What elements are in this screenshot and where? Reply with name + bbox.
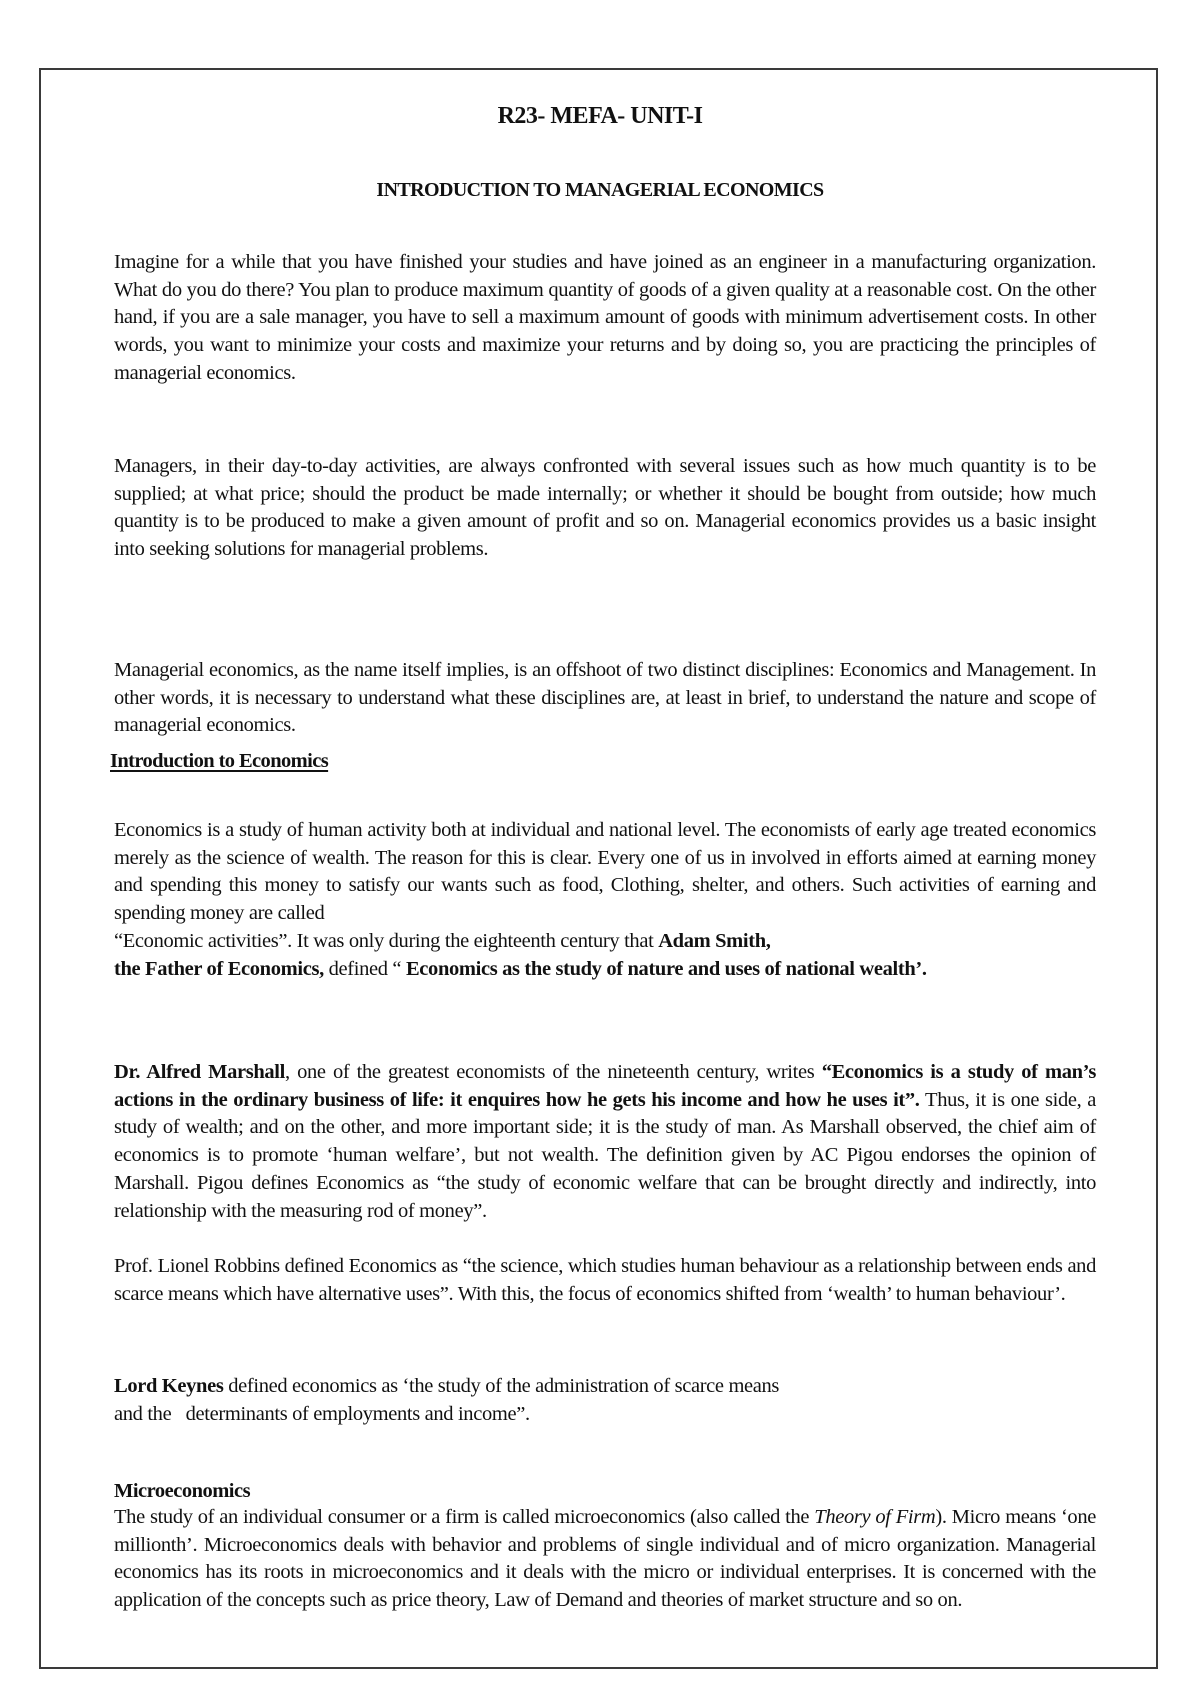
heading-microeconomics: Microeconomics — [114, 1480, 251, 1502]
marshall-pigou-text: Thus, it is one side, a study of wealth; and on the other, and more important side; it is the study of man. As Marshall observed, the chief aim of economics is to promote ‘human welfare’, but not wealth. The definition given by AC Pigou endorses the opinion of Marshall. Pigou defines Economics as “the study of economic welfare that can be brought directly and indirectly, into relationship with the measuring rod of money”. — [114, 1088, 1097, 1222]
heading-introduction-to-economics: Introduction to Economics — [110, 750, 329, 772]
keynes-text-1: defined economics as ‘the study of the administration of scarce means — [223, 1375, 780, 1397]
theory-of-firm-term: Theory of Firm — [814, 1506, 936, 1528]
paragraph-microeconomics — [114, 1504, 1096, 1615]
marshall-intro-text: , one of the greatest economists of the nineteenth century, writes — [285, 1061, 822, 1083]
paragraph-marshall-definition — [114, 1059, 1096, 1225]
marshall-definition-quote: “Economics is a study of man’s actions in the ordinary business of life: it enquires how he gets his income and how he uses it”. — [114, 1061, 1096, 1111]
adam-smith-name: Adam Smith, — [658, 929, 771, 952]
microeconomics-text-1: The study of an individual consumer or a firm is called microeconomics (also called the — [114, 1506, 815, 1528]
paragraph-economics-study — [114, 817, 1096, 983]
paragraph-offshoot-disciplines: Managerial economics, as the name itself implies, is an offshoot of two distinct disciplines: Economics and Management. In other words, it is necessary to understand what these disciplines are, at least in brief, to understand the nature and scope of managerial economics. — [114, 659, 1096, 737]
marshall-name: Dr. Alfred Marshall — [114, 1061, 285, 1083]
keynes-name: Lord Keynes — [114, 1375, 224, 1397]
microeconomics-text-2: ). Micro means ‘one millionth’. Microeconomics deals with behavior and problems of single individual and of micro organization. Managerial economics has its roots in microeconomics and it deals with the micro or individual enterprises. It is concerned with the application of the concepts such as price theory, Law of Demand and theories of market structure and so on. — [114, 1506, 1096, 1612]
keynes-line-1 — [114, 1373, 1096, 1401]
keynes-line-2: and the determinants of employments and income”. — [114, 1402, 530, 1425]
father-of-economics-text: the Father of Economics, — [114, 957, 324, 980]
economic-activities-text: “Economic activities”. It was only during the eighteenth century that — [114, 929, 659, 952]
document-subtitle: INTRODUCTION TO MANAGERIAL ECONOMICS — [376, 179, 824, 201]
economic-activities-line — [114, 928, 1096, 956]
economics-study-text: Economics is a study of human activity both at individual and national level. The economists of early age treated economics merely as the science of wealth. The reason for this is clear. Every one of us in involved in efforts aimed at earning money and spending this money to satisfy our wants such as food, Clothing, shelter, and others. Such activities of earning and spending money are called — [114, 819, 1096, 925]
paragraph-intro-engineer: Imagine for a while that you have finished your studies and have joined as an engineer in a manufacturing organization. What do you do there? You plan to produce maximum quantity of goods of a given quality at a reasonable cost. On the other hand, if you are a sale manager, you have to sell a maximum amount of goods with minimum advertisement costs. In other words, you want to minimize your costs and maximize your returns and by doing so, you are practicing the principles of managerial economics. — [114, 251, 1096, 384]
adam-smith-definition: Economics as the study of nature and uses of national wealth’. — [405, 957, 927, 980]
defined-text: defined “ — [323, 957, 406, 980]
paragraph-managers-issues: Managers, in their day-to-day activities, are always confronted with several issues such as how much quantity is to be supplied; at what price; should the product be made internally; or whether it should be bought from outside; how much quantity is to be produced to make a given amount of profit and so on. Managerial economics provides us a basic insight into seeking solutions for managerial problems. — [114, 455, 1096, 561]
document-title: R23- MEFA- UNIT-I — [497, 103, 703, 129]
paragraph-robbins-definition: Prof. Lionel Robbins defined Economics as “the science, which studies human behaviour as a relationship between ends and scarce means which have alternative uses”. With this, the focus of economics shifted from ‘wealth’ to human behaviour’. — [114, 1255, 1096, 1305]
father-of-economics-line — [114, 956, 1096, 984]
paragraph-keynes-definition — [114, 1373, 1096, 1428]
